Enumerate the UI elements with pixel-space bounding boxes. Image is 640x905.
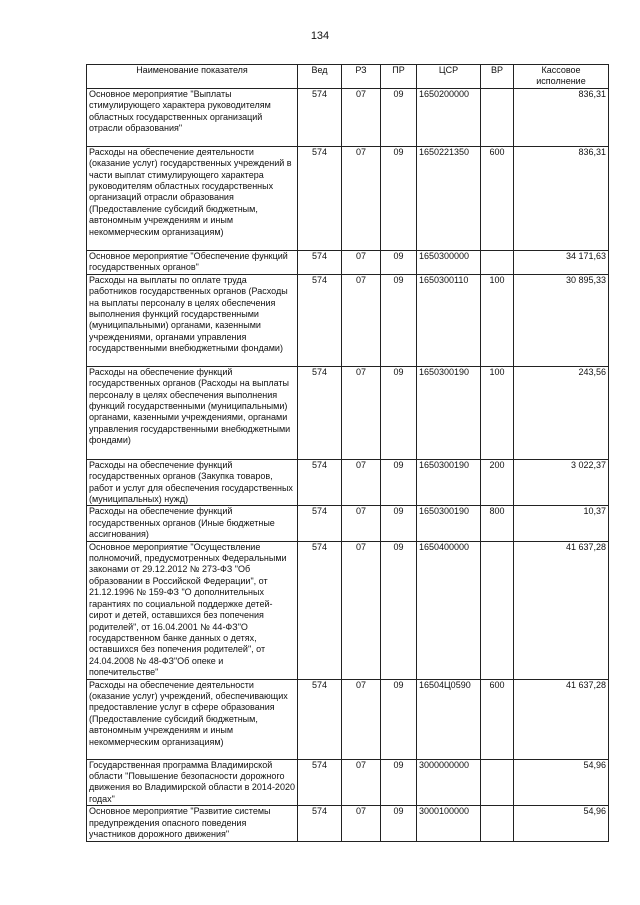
row-sum: 836,31 [514, 88, 609, 146]
row-pr: 09 [381, 250, 417, 274]
row-csr: 1650400000 [417, 541, 481, 679]
table-row [87, 506, 609, 541]
row-csr: 1650300000 [417, 250, 481, 274]
row-pr: 09 [381, 806, 417, 842]
row-sum: 41 637,28 [514, 679, 609, 759]
row-csr: 3000100000 [417, 806, 481, 842]
header-vr: ВР [481, 65, 514, 89]
table-row [87, 274, 609, 366]
table-row [87, 146, 609, 250]
row-rz: 07 [342, 541, 381, 679]
row-vr [481, 806, 514, 842]
row-ved: 574 [298, 274, 342, 366]
row-ved: 574 [298, 146, 342, 250]
row-ved: 574 [298, 250, 342, 274]
row-sum: 3 022,37 [514, 459, 609, 506]
row-ved: 574 [298, 459, 342, 506]
row-vr [481, 250, 514, 274]
row-rz: 07 [342, 806, 381, 842]
budget-execution-table [86, 64, 609, 842]
row-ved: 574 [298, 506, 342, 541]
row-rz: 07 [342, 146, 381, 250]
table-header-row [87, 65, 609, 89]
header-csr: ЦСР [417, 65, 481, 89]
page-number: 134 [310, 30, 330, 42]
row-vr: 100 [481, 366, 514, 459]
table-row [87, 759, 609, 806]
row-pr: 09 [381, 366, 417, 459]
row-pr: 09 [381, 146, 417, 250]
row-csr: 1650300190 [417, 459, 481, 506]
row-rz: 07 [342, 759, 381, 806]
row-ved: 574 [298, 806, 342, 842]
header-sum: Кассовое исполнение [514, 65, 609, 89]
table-row [87, 366, 609, 459]
row-sum: 836,31 [514, 146, 609, 250]
row-name: Основное мероприятие "Обеспечение функций государственных органов" [87, 250, 298, 274]
row-sum: 41 637,28 [514, 541, 609, 679]
row-vr: 800 [481, 506, 514, 541]
row-ved: 574 [298, 679, 342, 759]
header-name: Наименование показателя [87, 65, 298, 89]
row-name: Основное мероприятие "Выплаты стимулирующего характера руководителям областных государственных организаций отрасли образования" [87, 88, 298, 146]
row-csr: 16504Ц0590 [417, 679, 481, 759]
row-pr: 09 [381, 88, 417, 146]
row-ved: 574 [298, 366, 342, 459]
row-rz: 07 [342, 366, 381, 459]
row-rz: 07 [342, 506, 381, 541]
row-ved: 574 [298, 759, 342, 806]
row-name: Расходы на обеспечение функций государственных органов (Закупка товаров, работ и услуг для обеспечения государственных (муниципальных) нужд) [87, 459, 298, 506]
row-pr: 09 [381, 541, 417, 679]
row-rz: 07 [342, 459, 381, 506]
row-sum: 34 171,63 [514, 250, 609, 274]
row-sum: 54,96 [514, 759, 609, 806]
row-vr: 100 [481, 274, 514, 366]
row-rz: 07 [342, 274, 381, 366]
table-row [87, 541, 609, 679]
table-row [87, 459, 609, 506]
row-vr [481, 759, 514, 806]
row-ved: 574 [298, 88, 342, 146]
row-name: Основное мероприятие "Развитие системы предупреждения опасного поведения участников дорожного движения" [87, 806, 298, 842]
row-csr: 1650300190 [417, 366, 481, 459]
row-name: Расходы на обеспечение функций государственных органов (Иные бюджетные ассигнования) [87, 506, 298, 541]
row-pr: 09 [381, 759, 417, 806]
row-pr: 09 [381, 274, 417, 366]
row-vr: 600 [481, 146, 514, 250]
row-csr: 1650200000 [417, 88, 481, 146]
row-sum: 54,96 [514, 806, 609, 842]
row-vr [481, 541, 514, 679]
row-sum: 10,37 [514, 506, 609, 541]
row-name: Расходы на выплаты по оплате труда работников государственных органов (Расходы на выплаты персоналу в целях обеспечения выполнения функций государственными (муниципальными) органами, казенными учреждениями, органами управления государственными внебюджетными фондами) [87, 274, 298, 366]
row-name: Основное мероприятие "Осуществление полномочий, предусмотренных Федеральными законами от 29.12.2012 № 273-ФЗ "Об образовании в Российской Федерации", от 21.12.1996 № 159-ФЗ "О дополнительных гарантиях по социальной поддержке детей-сирот и детей, оставшихся без попечения родителей", от 16.04.2001 № 44-ФЗ"О государственном банке данных о детях, оставшихся без попечения родителей", от 24.04.2008 № 48-ФЗ"Об опеке и попечительстве" [87, 541, 298, 679]
row-name: Расходы на обеспечение деятельности (оказание услуг) государственных учреждений в части выплат стимулирующего характера руководителям областных государственных организаций отрасли образования (Предоставление субсидий бюджетным, автономным учреждениям и иным некоммерческим организациям) [87, 146, 298, 250]
table-row [87, 806, 609, 842]
row-csr: 1650221350 [417, 146, 481, 250]
row-sum: 30 895,33 [514, 274, 609, 366]
row-name: Государственная программа Владимирской области "Повышение безопасности дорожного движения во Владимирской области в 2014-2020 годах" [87, 759, 298, 806]
row-pr: 09 [381, 679, 417, 759]
row-sum: 243,56 [514, 366, 609, 459]
row-pr: 09 [381, 459, 417, 506]
row-vr [481, 88, 514, 146]
row-csr: 3000000000 [417, 759, 481, 806]
row-name: Расходы на обеспечение функций государственных органов (Расходы на выплаты персоналу в целях обеспечения выполнения функций государственными (муниципальными) органами, казенными учреждениями, органами управления государственными внебюджетными фондами) [87, 366, 298, 459]
table-row [87, 250, 609, 274]
row-rz: 07 [342, 250, 381, 274]
row-csr: 1650300190 [417, 506, 481, 541]
header-ved: Вед [298, 65, 342, 89]
row-csr: 1650300110 [417, 274, 481, 366]
row-rz: 07 [342, 679, 381, 759]
row-pr: 09 [381, 506, 417, 541]
row-rz: 07 [342, 88, 381, 146]
header-pr: ПР [381, 65, 417, 89]
row-name: Расходы на обеспечение деятельности (оказание услуг) учреждений, обеспечивающих предоставление услуг в сфере образования (Предоставление субсидий бюджетным, автономным учреждениям и иным некоммерческим организациям) [87, 679, 298, 759]
row-ved: 574 [298, 541, 342, 679]
table-row [87, 679, 609, 759]
table-row [87, 88, 609, 146]
row-vr: 600 [481, 679, 514, 759]
header-rz: РЗ [342, 65, 381, 89]
row-vr: 200 [481, 459, 514, 506]
